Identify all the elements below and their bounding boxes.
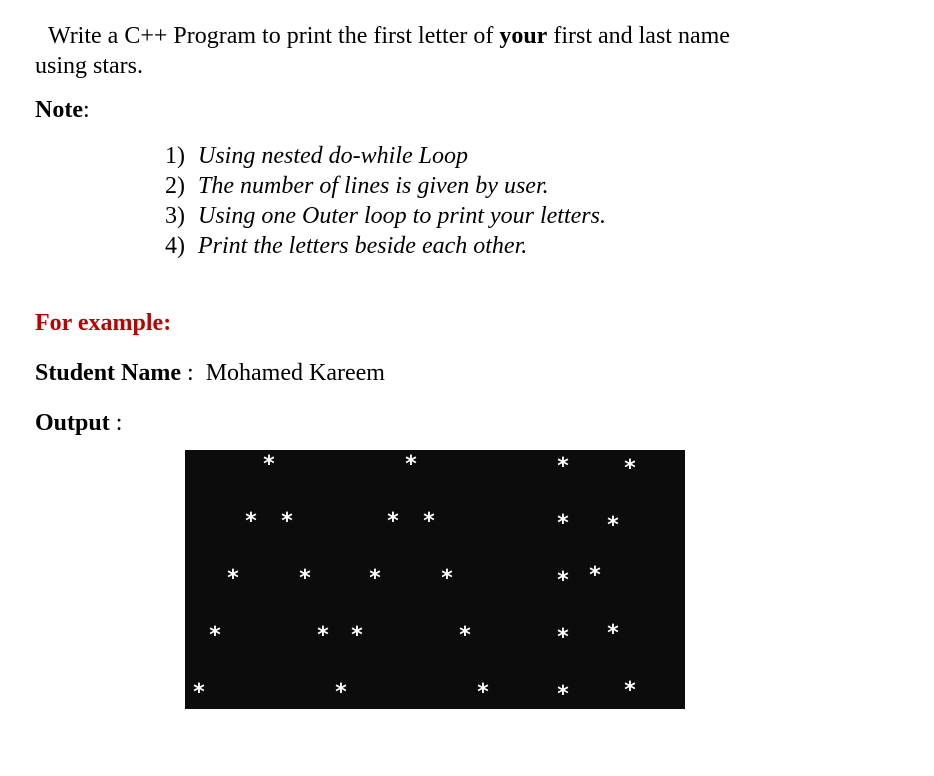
student-name-line bbox=[35, 358, 385, 388]
output-star: * bbox=[458, 623, 472, 648]
question-text: Write a C++ Program to print the first letter of bbox=[48, 23, 500, 49]
note-colon: : bbox=[82, 97, 90, 123]
output-star: * bbox=[556, 511, 570, 536]
list-item bbox=[165, 141, 606, 171]
question-line-1 bbox=[48, 21, 730, 51]
output-star: * bbox=[588, 563, 602, 588]
list-item bbox=[165, 201, 606, 231]
console-output bbox=[185, 450, 685, 709]
output-label-line bbox=[35, 408, 122, 438]
output-star: * bbox=[556, 454, 570, 479]
note-heading bbox=[35, 95, 90, 125]
output-star: * bbox=[262, 452, 276, 477]
output-star: * bbox=[422, 509, 436, 534]
output-star: * bbox=[606, 621, 620, 646]
example-heading: For example: bbox=[35, 310, 172, 336]
list-number: 4) bbox=[165, 233, 185, 259]
output-star: * bbox=[368, 566, 382, 591]
output-star: * bbox=[556, 568, 570, 593]
output-separator: : bbox=[109, 410, 123, 436]
list-number: 1) bbox=[165, 143, 185, 169]
output-star: * bbox=[280, 509, 294, 534]
output-star: * bbox=[334, 680, 348, 705]
list-text: The number of lines is given by user. bbox=[198, 173, 549, 199]
output-star: * bbox=[298, 566, 312, 591]
note-label: Note bbox=[35, 97, 83, 123]
question-text-end: first and last name bbox=[547, 23, 730, 49]
output-star: * bbox=[623, 456, 637, 481]
question-emphasis: your bbox=[499, 23, 548, 49]
list-number: 2) bbox=[165, 173, 185, 199]
list-text: Using nested do-while Loop bbox=[198, 143, 468, 169]
list-text: Using one Outer loop to print your letters. bbox=[198, 203, 606, 229]
output-label: Output bbox=[35, 410, 110, 436]
list-item bbox=[165, 231, 606, 261]
student-name-value: Mohamed Kareem bbox=[205, 360, 385, 386]
output-star: * bbox=[350, 623, 364, 648]
output-star: * bbox=[606, 513, 620, 538]
student-name-label: Student Name bbox=[35, 360, 182, 386]
output-star: * bbox=[476, 680, 490, 705]
output-star: * bbox=[556, 682, 570, 707]
output-star: * bbox=[556, 625, 570, 650]
output-star: * bbox=[623, 678, 637, 703]
output-star: * bbox=[208, 623, 222, 648]
list-item bbox=[165, 171, 606, 201]
output-star: * bbox=[316, 623, 330, 648]
list-number: 3) bbox=[165, 203, 185, 229]
output-star: * bbox=[192, 680, 206, 705]
output-star: * bbox=[386, 509, 400, 534]
student-name-separator: : bbox=[181, 360, 206, 386]
output-star: * bbox=[226, 566, 240, 591]
requirements-list bbox=[165, 141, 606, 261]
question-line-2: using stars. bbox=[35, 53, 143, 79]
output-star: * bbox=[440, 566, 454, 591]
output-star: * bbox=[404, 452, 418, 477]
list-text: Print the letters beside each other. bbox=[198, 233, 528, 259]
output-star: * bbox=[244, 509, 258, 534]
